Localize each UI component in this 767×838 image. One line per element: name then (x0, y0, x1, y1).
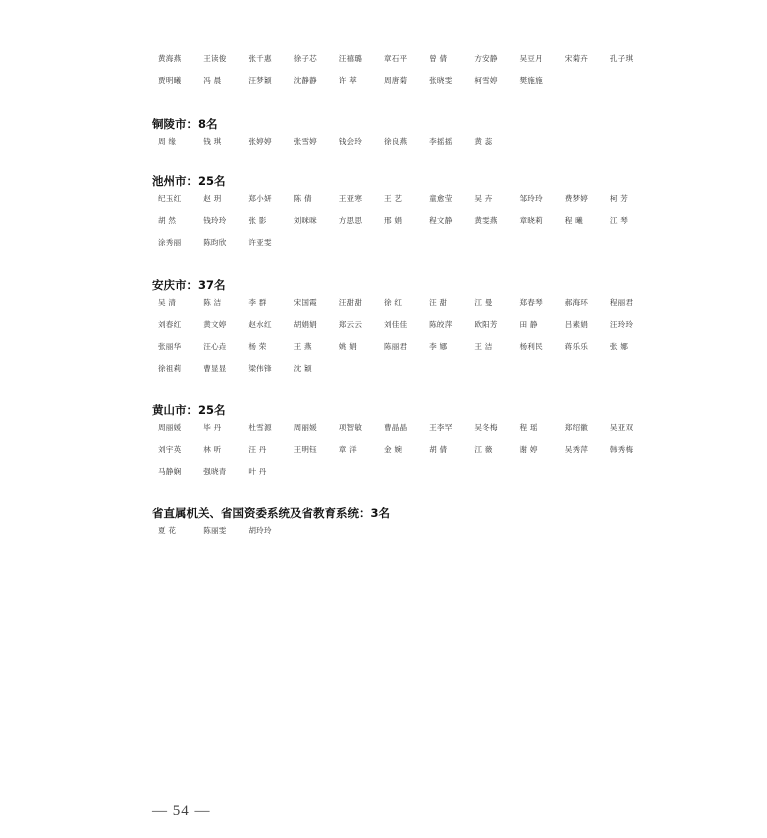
person-name: 胡娟娟 (293, 320, 317, 329)
name-list (158, 296, 655, 384)
name-list (158, 52, 655, 96)
person-name: 强晓青 (203, 467, 227, 476)
person-name: 杨利民 (519, 342, 543, 351)
name-row (158, 236, 655, 258)
name-list-continued (152, 52, 655, 96)
person-name: 吴 清 (158, 298, 177, 307)
person-name: 张 娜 (609, 342, 629, 351)
person-name: 程丽君 (609, 298, 634, 307)
person-name: 曾 倩 (429, 54, 448, 63)
person-name: 吕素娟 (564, 320, 589, 329)
person-name: 周唐菊 (383, 76, 408, 85)
person-name: 吴秀萍 (564, 445, 589, 454)
person-name: 邢 娟 (383, 216, 403, 225)
person-name: 许亚雯 (248, 238, 272, 247)
person-name: 钱 琪 (203, 137, 222, 146)
person-name: 柯 芳 (609, 194, 629, 203)
name-list (158, 192, 655, 258)
person-name: 黄文婷 (203, 320, 227, 329)
person-name: 徐良燕 (383, 137, 408, 146)
name-row (158, 74, 655, 96)
person-name: 梁伟锋 (248, 364, 272, 373)
name-row (158, 465, 655, 487)
person-name: 李 娜 (429, 342, 448, 351)
person-name: 徐祖莉 (158, 364, 182, 373)
person-name: 吴冬梅 (474, 423, 498, 432)
person-name: 杜雪源 (248, 423, 272, 432)
section-heading: 铜陵市：8名 (152, 117, 218, 131)
person-name: 张婷婷 (248, 137, 272, 146)
person-name: 陈 倩 (293, 194, 312, 203)
person-name: 程文静 (429, 216, 453, 225)
person-name: 许 萃 (338, 76, 357, 85)
person-name: 徐 红 (383, 298, 403, 307)
page-number: — 54 — (152, 803, 211, 819)
section-heading: 省直属机关、省国资委系统及省教育系统：3名 (152, 506, 390, 520)
person-name: 费梦婷 (564, 194, 589, 203)
person-name: 江 曼 (474, 298, 493, 307)
name-row (158, 318, 655, 340)
person-name: 田 静 (519, 320, 538, 329)
person-name: 李 群 (248, 298, 267, 307)
person-name: 陈丽君 (383, 342, 408, 351)
person-name: 汪 丹 (248, 445, 267, 454)
person-name: 李摇摇 (429, 137, 453, 146)
person-name: 程 曦 (564, 216, 583, 225)
person-name: 王李罕 (429, 423, 453, 432)
name-row (158, 443, 655, 465)
person-name: 张雪婷 (293, 137, 317, 146)
person-name: 徐子芯 (293, 54, 317, 63)
person-name: 杨 荣 (248, 342, 267, 351)
person-name: 郑小妍 (248, 194, 272, 203)
person-name: 马静娴 (158, 467, 182, 476)
person-name: 贾明曦 (158, 76, 182, 85)
person-name: 纪玉红 (158, 194, 182, 203)
person-name: 赵水红 (248, 320, 272, 329)
person-name: 汪甜甜 (338, 298, 363, 307)
person-name: 汪梦颖 (248, 76, 272, 85)
person-name: 郑绍徽 (564, 423, 589, 432)
person-name: 蒋乐乐 (564, 342, 589, 351)
section-tongling (152, 116, 520, 157)
person-name: 江 琴 (609, 216, 629, 225)
section-chizhou (152, 173, 655, 258)
person-name: 郑春琴 (519, 298, 543, 307)
person-name: 沈 颖 (293, 364, 312, 373)
person-name: 毕 丹 (203, 423, 222, 432)
person-name: 胡 然 (158, 216, 177, 225)
person-name: 钱玲玲 (203, 216, 227, 225)
name-list (158, 135, 520, 157)
person-name: 曹显显 (203, 364, 227, 373)
person-name: 江 薇 (474, 445, 493, 454)
person-name: 方安静 (474, 54, 498, 63)
person-name: 樊施施 (519, 76, 543, 85)
name-row (158, 192, 655, 214)
person-name: 胡 倩 (429, 445, 448, 454)
person-name: 黄海燕 (158, 54, 182, 63)
person-name: 刘春红 (158, 320, 182, 329)
person-name: 叶 丹 (248, 467, 267, 476)
person-name: 刘宇英 (158, 445, 182, 454)
person-name: 汪心垚 (203, 342, 227, 351)
person-name: 张千惠 (248, 54, 272, 63)
name-list (158, 421, 655, 487)
person-name: 韩秀梅 (609, 445, 634, 454)
person-name: 吴 卉 (474, 194, 493, 203)
person-name: 宋菊卉 (564, 54, 589, 63)
person-name: 王亚寒 (338, 194, 363, 203)
person-name: 方思思 (338, 216, 363, 225)
person-name: 张丽华 (158, 342, 182, 351)
person-name: 欧阳芳 (474, 320, 498, 329)
person-name: 刘佳佳 (383, 320, 408, 329)
name-row (158, 296, 655, 318)
person-name: 吴亚双 (609, 423, 634, 432)
person-name: 汪 甜 (429, 298, 448, 307)
person-name: 汪禧璐 (338, 54, 363, 63)
person-name: 郑云云 (338, 320, 363, 329)
person-name: 孔子琪 (609, 54, 634, 63)
person-name: 张晓雯 (429, 76, 453, 85)
name-row (158, 362, 655, 384)
section-anqing (152, 277, 655, 384)
person-name: 周丽媛 (158, 423, 182, 432)
person-name: 王 艺 (383, 194, 403, 203)
person-name: 冯 晨 (203, 76, 222, 85)
person-name: 沈静静 (293, 76, 317, 85)
person-name: 陈丽雯 (203, 526, 227, 535)
section-heading: 池州市：25名 (152, 174, 226, 188)
person-name: 宋国霞 (293, 298, 317, 307)
person-name: 陈 洁 (203, 298, 222, 307)
person-name: 项智敏 (338, 423, 363, 432)
person-name: 童愈莹 (429, 194, 453, 203)
name-row (158, 524, 390, 546)
name-row (158, 340, 655, 362)
person-name: 周丽媛 (293, 423, 317, 432)
section-provincial (152, 505, 390, 546)
name-row (158, 214, 655, 236)
person-name: 曹晶晶 (383, 423, 408, 432)
section-huangshan (152, 402, 655, 487)
person-name: 刘咪咪 (293, 216, 317, 225)
person-name: 黄雯燕 (474, 216, 498, 225)
person-name: 张 影 (248, 216, 267, 225)
person-name: 王 燕 (293, 342, 312, 351)
person-name: 章 洋 (338, 445, 357, 454)
section-heading: 安庆市：37名 (152, 278, 226, 292)
name-row (158, 135, 520, 157)
person-name: 金 婉 (383, 445, 403, 454)
person-name: 王 洁 (474, 342, 493, 351)
person-name: 周 缘 (158, 137, 177, 146)
person-name: 夏 花 (158, 526, 177, 535)
name-list (158, 524, 390, 546)
person-name: 程 瑶 (519, 423, 538, 432)
person-name: 林 听 (203, 445, 222, 454)
person-name: 陈昀欣 (203, 238, 227, 247)
person-name: 柯雪婷 (474, 76, 498, 85)
person-name: 章石平 (383, 54, 408, 63)
person-name: 赵 玥 (203, 194, 222, 203)
person-name: 吴豆月 (519, 54, 543, 63)
person-name: 郝海环 (564, 298, 589, 307)
person-name: 谢 婷 (519, 445, 538, 454)
person-name: 王读俊 (203, 54, 227, 63)
person-name: 胡玲玲 (248, 526, 272, 535)
person-name: 章晓莉 (519, 216, 543, 225)
person-name: 钱会玲 (338, 137, 363, 146)
name-row (158, 52, 655, 74)
name-row (158, 421, 655, 443)
person-name: 陈皎萍 (429, 320, 453, 329)
person-name: 王明钰 (293, 445, 317, 454)
person-name: 涂秀丽 (158, 238, 182, 247)
person-name: 黄 蕊 (474, 137, 493, 146)
section-heading: 黄山市：25名 (152, 403, 226, 417)
person-name: 邹玲玲 (519, 194, 543, 203)
person-name: 姚 娟 (338, 342, 357, 351)
person-name: 汪玲玲 (609, 320, 634, 329)
